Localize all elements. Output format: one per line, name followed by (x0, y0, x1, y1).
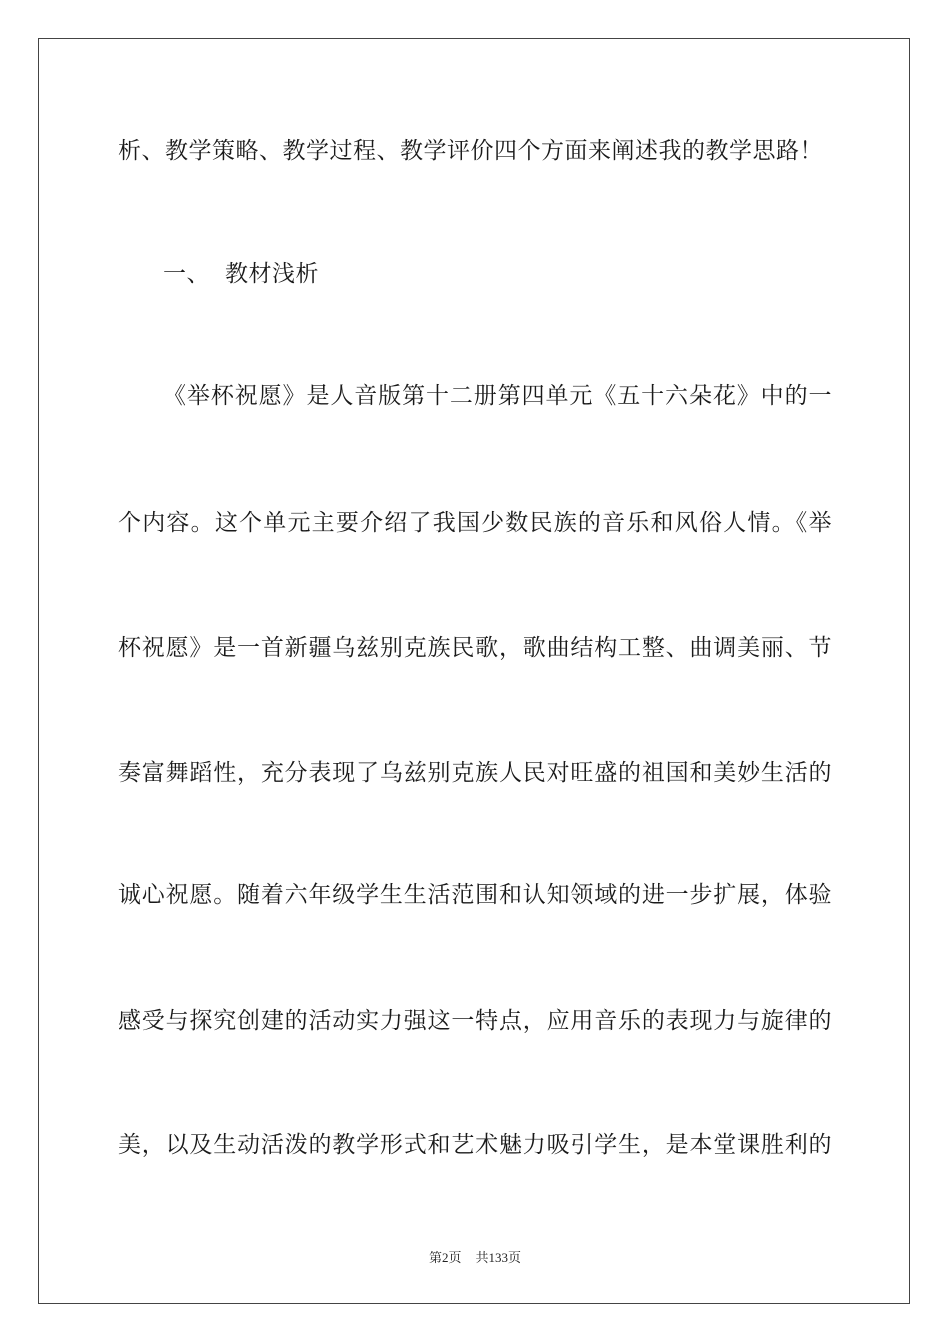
page-border (38, 38, 910, 1304)
paragraph-line-7: 感受与探究创建的活动实力强这一特点，应用音乐的表现力与旋律的 (118, 1008, 832, 1034)
section-heading (163, 259, 319, 289)
page-total: 共133页 (475, 1250, 522, 1265)
paragraph-line-3: 个内容。这个单元主要介绍了我国少数民族的音乐和风俗人情。《举 (118, 510, 832, 536)
paragraph-line-1: 析、教学策略、教学过程、教学评价四个方面来阐述我的教学思路！ (118, 138, 823, 164)
page-footer (0, 1250, 950, 1266)
paragraph-line-5: 奏富舞蹈性，充分表现了乌兹别克族人民对旺盛的祖国和美妙生活的 (118, 760, 832, 786)
paragraph-line-8: 美，以及生动活泼的教学形式和艺术魅力吸引学生，是本堂课胜利的 (118, 1132, 832, 1158)
page-number: 第2页 (428, 1250, 462, 1265)
paragraph-line-6: 诚心祝愿。随着六年级学生生活范围和认知领域的进一步扩展，体验 (118, 882, 832, 908)
section-number: 一、 (163, 261, 210, 287)
paragraph-line-4: 杯祝愿》是一首新疆乌兹别克族民歌，歌曲结构工整、曲调美丽、节 (118, 635, 832, 661)
paragraph-line-2: 《举杯祝愿》是人音版第十二册第四单元《五十六朵花》中的一 (163, 383, 832, 409)
section-title: 教材浅析 (225, 261, 319, 287)
